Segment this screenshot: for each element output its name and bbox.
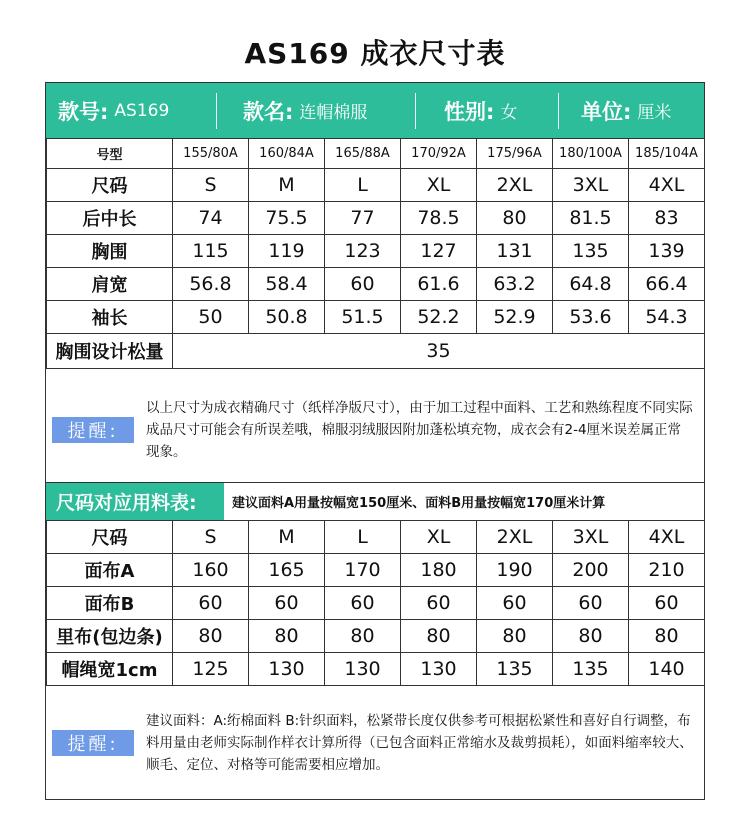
table-cell: 51.5 xyxy=(325,301,401,334)
table-cell: XL xyxy=(401,169,477,202)
table-cell: 180 xyxy=(401,554,477,587)
table-cell: 139 xyxy=(629,235,705,268)
row-header: 胸围 xyxy=(47,235,173,268)
style-name xyxy=(217,83,415,138)
usage-header xyxy=(46,483,704,520)
usage-title: 尺码对应用料表: xyxy=(46,483,224,520)
table-row xyxy=(47,301,705,334)
table-cell: 66.4 xyxy=(629,268,705,301)
row-header: 帽绳宽1cm xyxy=(47,653,173,686)
table-cell: S xyxy=(173,521,249,554)
size-spec-cell: 185/104A xyxy=(629,139,705,169)
size-spec-cell: 170/92A xyxy=(401,139,477,169)
ease-row xyxy=(47,334,705,369)
unit-value: 厘米 xyxy=(637,103,672,123)
table-cell: 170 xyxy=(325,554,401,587)
row-header: 里布(包边条) xyxy=(47,620,173,653)
table-cell: 58.4 xyxy=(249,268,325,301)
table-cell: 52.9 xyxy=(477,301,553,334)
table-row xyxy=(47,587,705,620)
table-row xyxy=(47,620,705,653)
size-spec-cell: 175/96A xyxy=(477,139,553,169)
table-cell: 60 xyxy=(249,587,325,620)
size-spec-row xyxy=(47,139,705,169)
table-cell: 210 xyxy=(629,554,705,587)
table-cell: 3XL xyxy=(553,521,629,554)
table-cell: 80 xyxy=(249,620,325,653)
row-header: 面布A xyxy=(47,554,173,587)
table-cell: 135 xyxy=(553,235,629,268)
table-cell: 160 xyxy=(173,554,249,587)
table-cell: 60 xyxy=(629,587,705,620)
table-cell: 80 xyxy=(553,620,629,653)
table-cell: 125 xyxy=(173,653,249,686)
style-no-label: 款号: xyxy=(58,99,109,124)
table-cell: 75.5 xyxy=(249,202,325,235)
usage-table xyxy=(46,520,705,686)
reminder-text: 以上尺寸为成衣精确尺寸（纸样净版尺寸），由于加工过程中面料、工艺和熟练程度不同实际成品尺寸可能会有所误差哦，棉服羽绒服因附加蓬松填充物，成衣会有2-4厘米误差属正常现象。 xyxy=(146,400,693,460)
size-spec-cell: 155/80A xyxy=(173,139,249,169)
table-cell: 81.5 xyxy=(553,202,629,235)
size-spec-cell: 180/100A xyxy=(553,139,629,169)
row-header: 后中长 xyxy=(47,202,173,235)
divider xyxy=(216,93,217,129)
style-no-value: AS169 xyxy=(114,100,170,121)
table-cell: 140 xyxy=(629,653,705,686)
row-header: 肩宽 xyxy=(47,268,173,301)
table-cell: 74 xyxy=(173,202,249,235)
table-row xyxy=(47,235,705,268)
table-cell: 56.8 xyxy=(173,268,249,301)
gender-label: 性别: xyxy=(444,99,495,124)
table-cell: 52.2 xyxy=(401,301,477,334)
table-row xyxy=(47,554,705,587)
table-cell: 53.6 xyxy=(553,301,629,334)
table-cell: 80 xyxy=(325,620,401,653)
table-cell: 64.8 xyxy=(553,268,629,301)
table-cell: 4XL xyxy=(629,169,705,202)
table-row xyxy=(47,521,705,554)
size-spec-cell: 160/84A xyxy=(249,139,325,169)
table-row xyxy=(47,202,705,235)
table-cell: 60 xyxy=(173,587,249,620)
usage-note: 建议面料A用量按幅宽150厘米、面料B用量按幅宽170厘米计算 xyxy=(232,496,606,511)
table-cell: 131 xyxy=(477,235,553,268)
divider xyxy=(558,93,559,129)
reminder-badge: 提醒: xyxy=(52,417,134,443)
table-cell: 4XL xyxy=(629,521,705,554)
reminder-note-2 xyxy=(46,687,704,799)
table-cell: 83 xyxy=(629,202,705,235)
table-cell: 3XL xyxy=(553,169,629,202)
table-cell: 135 xyxy=(477,653,553,686)
table-cell: 60 xyxy=(325,587,401,620)
table-row xyxy=(47,268,705,301)
table-cell: 80 xyxy=(173,620,249,653)
unit xyxy=(559,83,704,138)
table-cell: 115 xyxy=(173,235,249,268)
row-header: 袖长 xyxy=(47,301,173,334)
table-cell: 80 xyxy=(477,202,553,235)
table-row xyxy=(47,653,705,686)
table-cell: 2XL xyxy=(477,521,553,554)
row-header: 尺码 xyxy=(47,521,173,554)
row-header: 尺码 xyxy=(47,169,173,202)
style-name-value: 连帽棉服 xyxy=(299,103,368,123)
table-cell: XL xyxy=(401,521,477,554)
reminder-note-1 xyxy=(46,378,704,483)
table-cell: 119 xyxy=(249,235,325,268)
table-cell: 130 xyxy=(325,653,401,686)
divider xyxy=(415,93,416,129)
reminder-badge: 提醒: xyxy=(52,730,134,756)
table-cell: 54.3 xyxy=(629,301,705,334)
table-cell: L xyxy=(325,521,401,554)
header-bar xyxy=(46,83,704,138)
size-chart-sheet xyxy=(45,82,705,800)
table-cell: M xyxy=(249,521,325,554)
table-cell: 63.2 xyxy=(477,268,553,301)
style-name-label: 款名: xyxy=(243,99,294,124)
row-header: 胸围设计松量 xyxy=(47,334,173,369)
table-cell: 200 xyxy=(553,554,629,587)
table-cell: 165 xyxy=(249,554,325,587)
table-cell: 123 xyxy=(325,235,401,268)
row-header: 号型 xyxy=(47,139,173,169)
reminder-text: 建议面料：A:绗棉面料 B:针织面料，松紧带长度仅供参考可根据松紧性和喜好自行调整，布料用量由老师实际制作样衣计算所得（已包含面料正常缩水及裁剪损耗），如面料缩率较大、顺毛、定位、对格等可能需要相应增加。 xyxy=(146,713,693,773)
table-cell: 190 xyxy=(477,554,553,587)
gender-value: 女 xyxy=(500,103,518,123)
table-cell: 127 xyxy=(401,235,477,268)
style-no xyxy=(46,83,216,138)
table-cell: 80 xyxy=(401,620,477,653)
table-cell: 60 xyxy=(325,268,401,301)
page-title: AS169 成衣尺寸表 xyxy=(244,37,506,70)
table-cell: S xyxy=(173,169,249,202)
table-cell: 60 xyxy=(553,587,629,620)
table-cell: 50 xyxy=(173,301,249,334)
table-cell: 80 xyxy=(477,620,553,653)
gender xyxy=(416,83,558,138)
table-cell: 77 xyxy=(325,202,401,235)
table-cell: 78.5 xyxy=(401,202,477,235)
table-cell: 80 xyxy=(629,620,705,653)
table-cell: L xyxy=(325,169,401,202)
table-cell: 61.6 xyxy=(401,268,477,301)
table-cell: 50.8 xyxy=(249,301,325,334)
table-cell: 130 xyxy=(401,653,477,686)
table-cell: 2XL xyxy=(477,169,553,202)
size-spec-cell: 165/88A xyxy=(325,139,401,169)
ease-value: 35 xyxy=(173,334,705,369)
table-cell: 60 xyxy=(401,587,477,620)
row-header: 面布B xyxy=(47,587,173,620)
size-table xyxy=(46,138,705,369)
table-row xyxy=(47,169,705,202)
table-cell: 135 xyxy=(553,653,629,686)
unit-label: 单位: xyxy=(581,99,632,124)
table-cell: 130 xyxy=(249,653,325,686)
table-cell: 60 xyxy=(477,587,553,620)
table-cell: M xyxy=(249,169,325,202)
